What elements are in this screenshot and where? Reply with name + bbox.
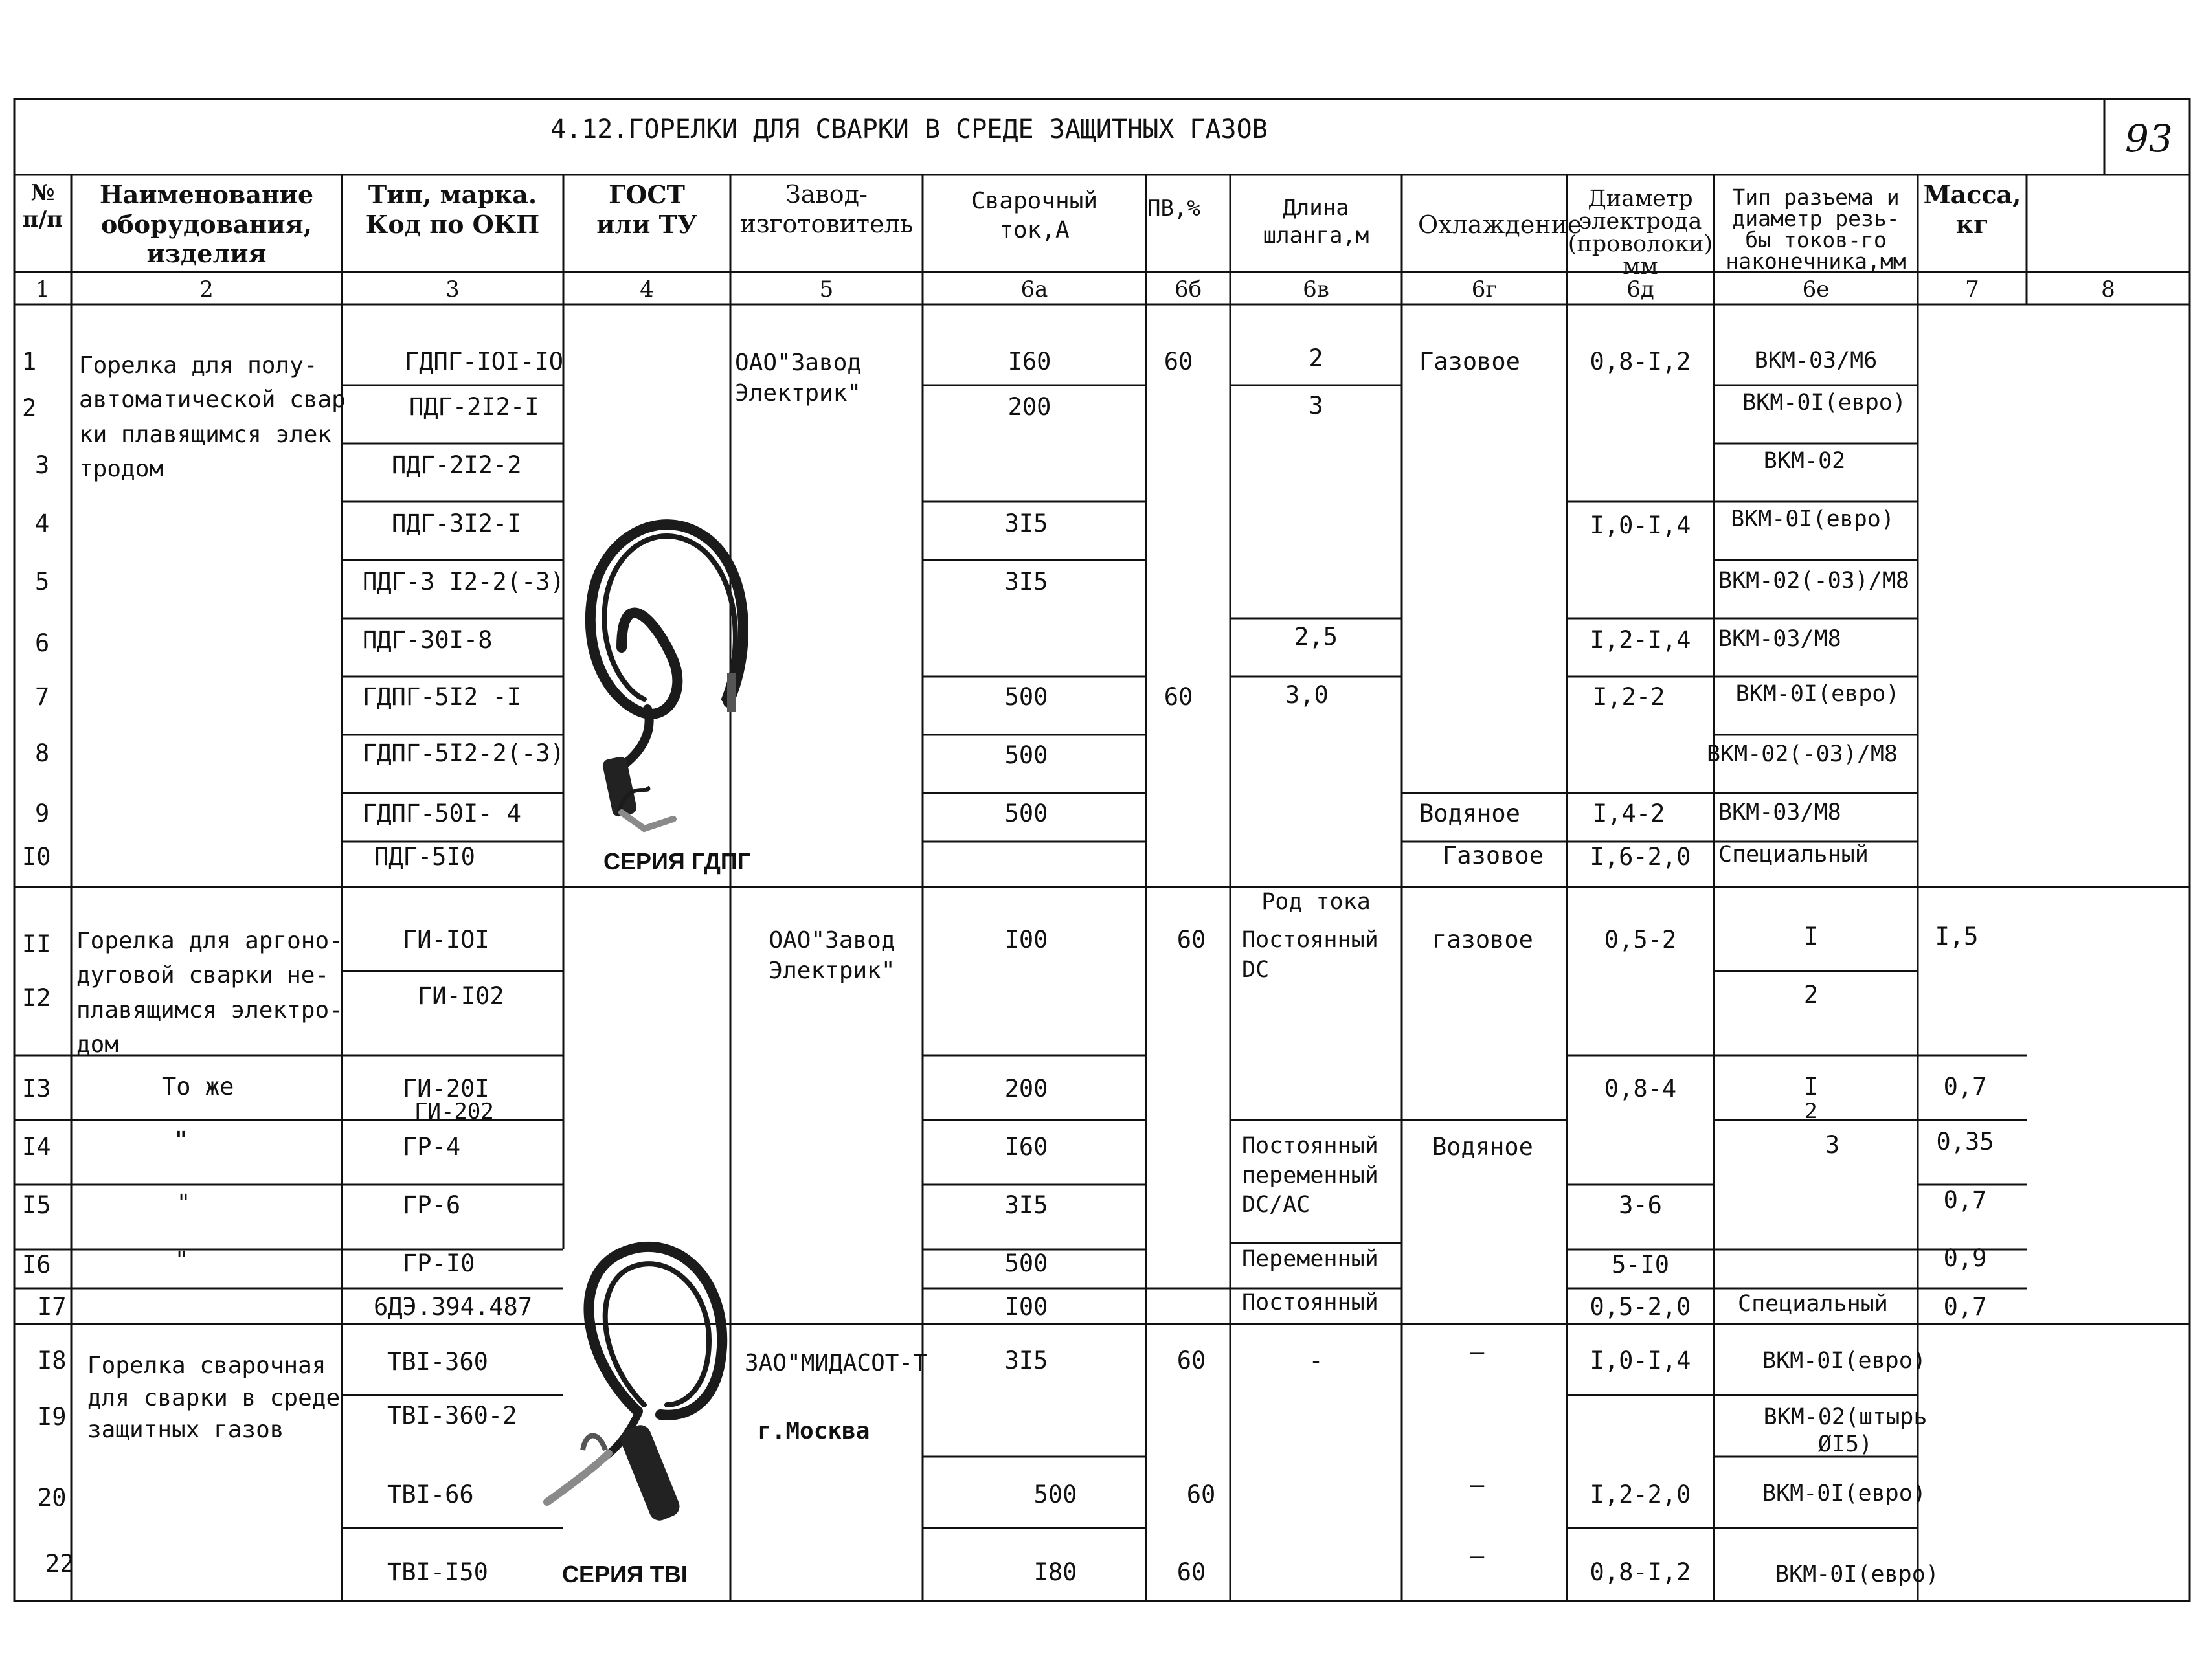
manufacturer: ОАО"Завод Электрик" xyxy=(769,927,895,984)
type-code: ТВI-360 xyxy=(387,1348,488,1376)
connector-type: ВКМ-0I(евро) xyxy=(1775,1562,1939,1587)
electrode-diameter: I,0-I,4 xyxy=(1590,1347,1691,1374)
row-number: 7 xyxy=(35,683,50,711)
cooling-type: Водяное xyxy=(1419,800,1520,827)
type-code: ПДГ-5I0 xyxy=(374,843,475,871)
row-number: I4 xyxy=(22,1133,51,1161)
page-number: 93 xyxy=(2125,117,2173,161)
type-code: ТВI-I50 xyxy=(387,1558,488,1586)
row-number: 8 xyxy=(35,739,50,767)
header-welding-current: Сварочный ток,А xyxy=(971,188,1098,243)
welding-current: 200 xyxy=(1007,393,1051,421)
connector-type: ВКМ-0I(евро) xyxy=(1735,681,1900,707)
row-number: 1 xyxy=(22,348,37,375)
row-number: I6 xyxy=(22,1251,51,1279)
hose-length: 3,0 xyxy=(1285,681,1329,709)
header-duty-cycle: ПВ,% xyxy=(1147,196,1200,221)
current-kind-label: Род тока xyxy=(1261,889,1371,915)
col-number: 6е xyxy=(1802,276,1830,302)
connector-type: 2 xyxy=(1805,1099,1817,1123)
connector-type: ВКМ-02 xyxy=(1763,448,1846,474)
welding-current: I60 xyxy=(1007,348,1051,375)
mass-value: 0,7 xyxy=(1943,1073,1987,1101)
manufacturer-city: г.Москва xyxy=(758,1418,870,1444)
row-number: I9 xyxy=(38,1403,67,1431)
electrode-diameter: 5-I0 xyxy=(1611,1251,1670,1279)
row-number: II xyxy=(22,930,51,958)
col-number: 6б xyxy=(1174,276,1202,302)
type-code: ПДГ-3 I2-2(-3) xyxy=(363,568,565,596)
row-number: 2 xyxy=(22,394,37,422)
connector-type: Специальный xyxy=(1738,1291,1888,1317)
cooling-type: газовое xyxy=(1432,926,1533,954)
welding-current: 500 xyxy=(1004,800,1048,827)
connector-type: ВКМ-0I(евро) xyxy=(1762,1348,1926,1374)
welding-current: 500 xyxy=(1004,1249,1048,1277)
header-equipment-name: Наименование оборудования, изделия xyxy=(99,180,314,269)
row-number: 3 xyxy=(35,451,50,479)
electrode-diameter: I,2-I,4 xyxy=(1590,626,1691,654)
electrode-diameter: 0,8-4 xyxy=(1604,1075,1677,1103)
connector-type: ВКМ-0I(евро) xyxy=(1742,390,1906,416)
col-number: 3 xyxy=(445,276,460,302)
section-title: 4.12.ГОРЕЛКИ ДЛЯ СВАРКИ В СРЕДЕ ЗАЩИТНЫХ ГАЗОВ xyxy=(550,115,1268,144)
type-code: ТВI-66 xyxy=(387,1481,474,1508)
welding-current: 200 xyxy=(1004,1075,1048,1103)
electrode-diameter: 0,8-I,2 xyxy=(1590,348,1691,375)
type-code: ГР-6 xyxy=(403,1191,461,1219)
equipment-name-mig-torch: Горелка для полу- автоматической свар ки плавящимся элек тродом xyxy=(79,352,346,482)
header-mass: Масса, кг xyxy=(1923,180,2021,239)
hose-length: 2 xyxy=(1309,344,1323,372)
row-number: I0 xyxy=(22,843,51,871)
header-electrode-diameter: Диаметр электрода (проволоки) мм xyxy=(1568,186,1713,280)
connector-type: I xyxy=(1803,923,1819,950)
current-kind: Постоянный DC xyxy=(1242,927,1378,983)
col-number: 1 xyxy=(36,276,50,302)
row-number: 6 xyxy=(35,629,50,657)
duty-cycle: 60 xyxy=(1176,1558,1206,1586)
type-code: ГДПГ-50I- 4 xyxy=(363,800,522,827)
ditto-mark: " xyxy=(178,1189,190,1217)
welding-current: 3I5 xyxy=(1004,510,1048,537)
header-manufacturer: Завод- изготовитель xyxy=(739,180,914,238)
hose-length: 2,5 xyxy=(1294,623,1338,651)
electrode-diameter: I,4-2 xyxy=(1593,800,1665,827)
row-number: I8 xyxy=(38,1347,67,1374)
duty-cycle: 60 xyxy=(1176,1347,1206,1374)
col-number: 6в xyxy=(1303,276,1329,302)
type-code: ПДГ-30I-8 xyxy=(363,626,493,654)
connector-type: ВКМ-03/М8 xyxy=(1718,626,1841,652)
electrode-diameter: I,2-2,0 xyxy=(1590,1481,1691,1508)
mass-value: I,5 xyxy=(1935,923,1979,950)
type-code: ТВI-360-2 xyxy=(387,1402,517,1429)
row-number: 20 xyxy=(38,1484,67,1512)
mass-value: 0,7 xyxy=(1943,1186,1987,1214)
row-number: 9 xyxy=(35,800,50,827)
connector-type: 2 xyxy=(1803,981,1819,1009)
duty-cycle: 60 xyxy=(1176,926,1206,954)
col-number: 4 xyxy=(640,276,654,302)
ditto-mark: " xyxy=(175,1126,188,1154)
row-number: I3 xyxy=(22,1075,51,1103)
type-code: ГР-I0 xyxy=(403,1249,475,1277)
connector-type: I xyxy=(1803,1073,1819,1101)
type-code: ГИ-IOI xyxy=(403,926,489,954)
col-number: 2 xyxy=(199,276,214,302)
welding-current: I00 xyxy=(1004,1293,1048,1321)
type-code: 6ДЭ.394.487 xyxy=(374,1293,533,1321)
welding-current: I00 xyxy=(1004,926,1048,954)
header-number: № п/п xyxy=(22,180,63,232)
welding-current: 3I5 xyxy=(1004,1191,1048,1219)
type-code: ГДПГ-IOI-IO xyxy=(405,348,564,375)
type-code: ПДГ-3I2-I xyxy=(392,510,522,537)
welding-current: 3I5 xyxy=(1004,1347,1048,1374)
duty-cycle: 60 xyxy=(1186,1481,1216,1508)
row-number: 22 xyxy=(45,1550,74,1578)
caption-gdpg-series: СЕРИЯ ГДПГ xyxy=(603,848,751,875)
manufacturer: ОАО"Завод Электрик" xyxy=(735,350,862,407)
current-kind: Постоянный переменный DC/AC xyxy=(1242,1133,1378,1218)
type-code: ГИ-20I xyxy=(403,1075,489,1103)
caption-tvi-series: СЕРИЯ ТВI xyxy=(562,1561,688,1587)
equipment-name-tig-torch: Горелка для аргоно- дуговой сварки не- плавящимся электро- дом xyxy=(76,928,343,1058)
electrode-diameter: 0,8-I,2 xyxy=(1590,1558,1691,1586)
header-gost: ГОСТ или ТУ xyxy=(596,180,697,239)
col-number: 7 xyxy=(1965,276,1979,302)
type-code: ГР-4 xyxy=(403,1133,461,1161)
connector-type: 3 xyxy=(1825,1131,1840,1159)
type-code: ПДГ-2I2-2 xyxy=(392,451,522,479)
cooling-type: Газовое xyxy=(1443,842,1544,869)
welding-current: I60 xyxy=(1004,1133,1048,1161)
ditto-mark: " xyxy=(176,1246,188,1274)
welding-current: I80 xyxy=(1033,1558,1077,1586)
equipment-name-same: То же xyxy=(162,1073,234,1101)
type-code: ГИ-I02 xyxy=(418,982,504,1010)
row-number: I7 xyxy=(38,1293,67,1321)
welding-current: 500 xyxy=(1004,683,1048,711)
connector-type: ВКМ-03/М6 xyxy=(1754,348,1878,374)
header-type-code: Тип, марка. Код по ОКП xyxy=(365,180,540,239)
connector-type: ВКМ-02(-03)/М8 xyxy=(1707,741,1898,767)
header-cooling: Охлаждение xyxy=(1418,210,1582,239)
connector-type: ВКМ-02(-03)/М8 xyxy=(1718,568,1910,594)
duty-cycle: 60 xyxy=(1164,683,1193,711)
connector-type: ВКМ-02(штырь ØI5) xyxy=(1763,1404,1928,1457)
col-number: 6д xyxy=(1626,276,1654,302)
type-code: ГДПГ-5I2-2(-3) xyxy=(363,739,565,767)
electrode-diameter: I,0-I,4 xyxy=(1590,511,1691,539)
col-number: 5 xyxy=(819,276,834,302)
row-number: 4 xyxy=(35,510,50,537)
current-kind: Постоянный xyxy=(1242,1290,1378,1316)
welding-current: 3I5 xyxy=(1004,568,1048,596)
header-hose-length: Длина шланга,м xyxy=(1263,195,1369,249)
cooling-type: — xyxy=(1470,1471,1485,1499)
row-number: I2 xyxy=(22,984,51,1012)
type-code: ГДПГ-5I2 -I xyxy=(363,683,522,711)
row-number: 5 xyxy=(35,568,50,596)
col-number: 8 xyxy=(2101,276,2115,302)
electrode-diameter: 0,5-2 xyxy=(1604,926,1677,954)
electrode-diameter: 3-6 xyxy=(1619,1191,1662,1219)
cooling-type: — xyxy=(1470,1338,1485,1366)
hose-length: 3 xyxy=(1309,392,1323,420)
cooling-type: Газовое xyxy=(1419,348,1520,375)
manufacturer: ЗАО"МИДАСОТ-Т xyxy=(745,1350,927,1376)
welding-current: 500 xyxy=(1004,741,1048,769)
mass-value: 0,9 xyxy=(1943,1244,1987,1272)
row-number: I5 xyxy=(22,1191,51,1219)
type-code: ГИ-202 xyxy=(414,1099,494,1125)
header-connector-type: Тип разъема и диаметр резь- бы токов-го наконечника,мм xyxy=(1726,185,1906,274)
electrode-diameter: I,2-2 xyxy=(1593,683,1665,711)
mass-value: 0,7 xyxy=(1943,1293,1987,1321)
connector-type: ВКМ-0I(евро) xyxy=(1731,506,1895,532)
type-code: ПДГ-2I2-I xyxy=(409,393,539,421)
connector-type: Специальный xyxy=(1718,842,1869,868)
col-number: 6а xyxy=(1020,276,1048,302)
electrode-diameter: I,6-2,0 xyxy=(1590,843,1691,871)
connector-type: ВКМ-03/М8 xyxy=(1718,800,1841,825)
connector-type: ВКМ-0I(евро) xyxy=(1762,1481,1926,1506)
current-kind: - xyxy=(1309,1347,1323,1374)
equipment-name-gas-torch: Горелка сварочная для сварки в среде защитных газов xyxy=(87,1352,341,1444)
col-number: 6г xyxy=(1471,276,1498,302)
current-kind: Переменный xyxy=(1242,1246,1378,1272)
duty-cycle: 60 xyxy=(1164,348,1193,375)
welding-current: 500 xyxy=(1033,1481,1077,1508)
cooling-type: Водяное xyxy=(1432,1133,1533,1161)
cooling-type: — xyxy=(1470,1542,1485,1570)
mass-value: 0,35 xyxy=(1936,1128,1994,1156)
electrode-diameter: 0,5-2,0 xyxy=(1590,1293,1691,1321)
